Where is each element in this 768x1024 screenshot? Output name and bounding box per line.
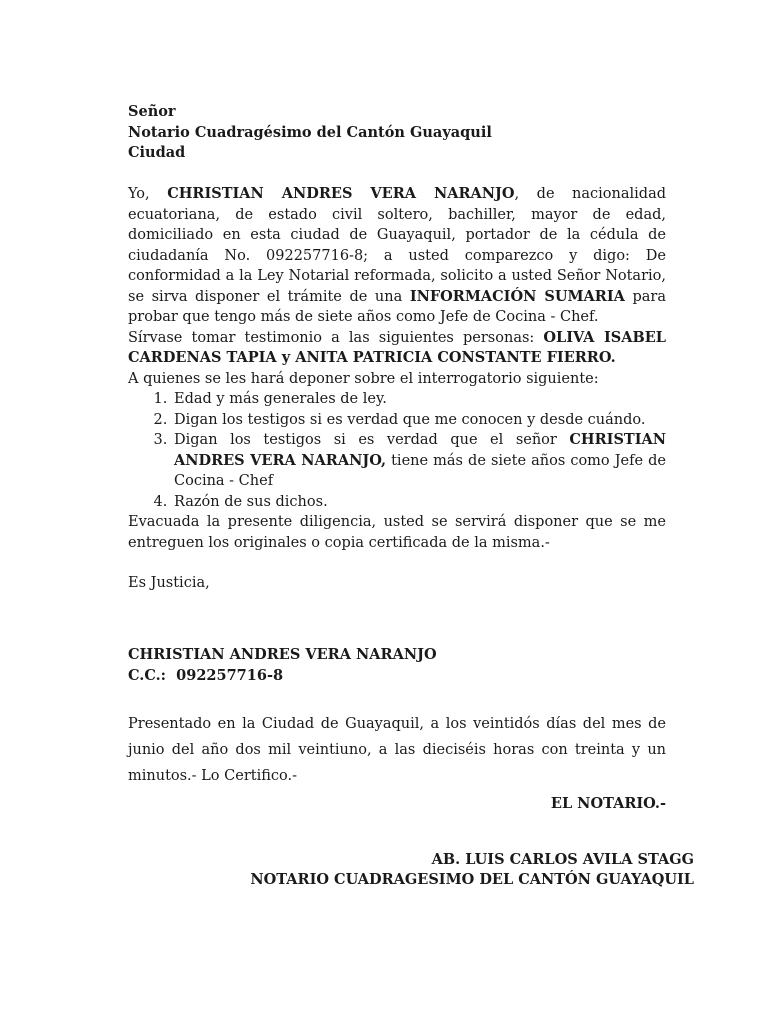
petitioner-name: CHRISTIAN ANDRES VERA NARANJO bbox=[167, 185, 515, 202]
addressee-city: Ciudad bbox=[128, 144, 186, 161]
addressee-title: Notario Cuadragésimo del Cantón Guayaquil bbox=[128, 123, 492, 141]
signature-name: CHRISTIAN ANDRES VERA NARANJO bbox=[128, 646, 437, 663]
notary-label: EL NOTARIO.- bbox=[550, 795, 666, 812]
closing-line: Es Justicia, bbox=[128, 575, 210, 591]
interrogatory-intro: A quienes se les hará deponer sobre el interrogatorio siguiente: bbox=[128, 370, 599, 387]
notary-signature bbox=[250, 850, 694, 890]
witness-paragraph: Sírvase tomar testimonio a las siguientes personas: OLIVA ISABEL CARDENAS TAPIA y ANITA PATRICIA CONSTANTE FIERRO. bbox=[128, 328, 666, 366]
procedure-type: INFORMACIÓN SUMARIA bbox=[409, 287, 625, 305]
request-paragraph: Evacuada la presente diligencia, usted se servirá disponer que se me entreguen los originales o copia certificada de la misma.- bbox=[128, 514, 666, 551]
notary-title: NOTARIO CUADRAGESIMO DEL CANTÓN GUAYAQUIL bbox=[250, 871, 694, 888]
petitioner-signature bbox=[128, 645, 666, 686]
addressee-salutation: Señor bbox=[128, 103, 176, 120]
list-item: 1. Edad y más generales de ley. bbox=[172, 389, 666, 410]
list-item: 2. Digan los testigos si es verdad que me conocen y desde cuándo. bbox=[172, 410, 666, 431]
petition-paragraph: Yo, CHRISTIAN ANDRES VERA NARANJO, de nacionalidad ecuatoriana, de estado civil soltero, bachiller, mayor de edad, domiciliado en esta ciudad de Guayaquil, portador de la cédula de ciudadanía No. 092257716-8; a usted comparezco y digo: De conformidad a la Ley Notarial reformada, solicito a usted Señor Notario, se sirva disponer el trámite de una INFORMACIÓN SUMARIA para probar que tengo más de siete años como Jefe de Cocina - Chef. bbox=[128, 185, 666, 325]
interrogatory-list bbox=[128, 389, 666, 512]
petition-body bbox=[128, 184, 666, 594]
notary-name: AB. LUIS CARLOS AVILA STAGG bbox=[431, 851, 694, 868]
signature-id: C.C.: 092257716-8 bbox=[128, 666, 284, 684]
presentation-note: Presentado en la Ciudad de Guayaquil, a los veintidós días del mes de junio del año dos mil veintiuno, a las dieciséis horas con treinta y un minutos.- Lo Certifico.- bbox=[128, 716, 666, 784]
list-item: 4. Razón de sus dichos. bbox=[172, 492, 666, 513]
addressee-block bbox=[128, 102, 666, 164]
witness-names: OLIVA ISABEL CARDENAS TAPIA y ANITA PATRICIA CONSTANTE FIERRO. bbox=[128, 328, 666, 366]
list-item: 3. Digan los testigos si es verdad que el señor CHRISTIAN ANDRES VERA NARANJO, tiene más de siete años como Jefe de Cocina - Chef bbox=[172, 430, 666, 492]
